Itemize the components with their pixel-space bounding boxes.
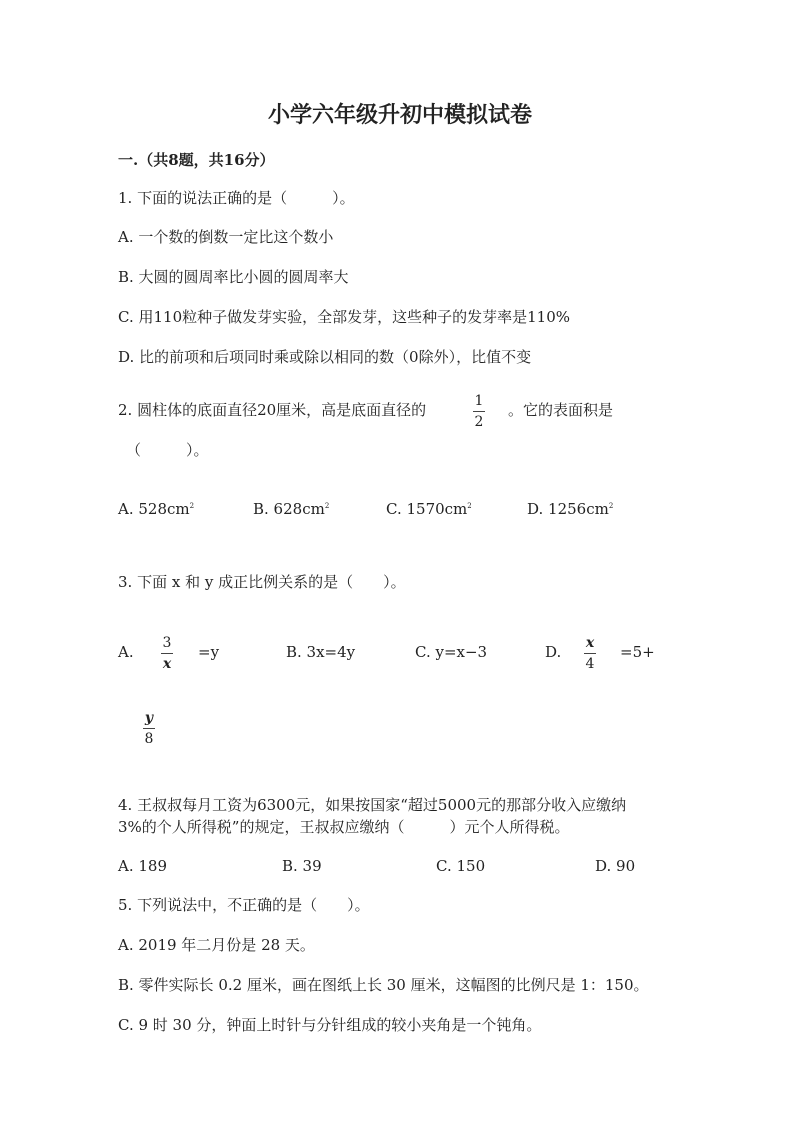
fraction-bar [473, 411, 485, 412]
q4-option-b: B. 39 [282, 857, 322, 875]
q3-option-a-label: A. [118, 643, 134, 661]
q3-option-d-tail: =5+ [620, 643, 655, 661]
q2-stem-part1: 2. 圆柱体的底面直径20厘米，高是底面直径的 [118, 401, 427, 419]
page-title: 小学六年级升初中模拟试卷 [267, 102, 532, 128]
q1-option-a: A. 一个数的倒数一定比这个数小 [118, 228, 334, 246]
q4-stem-line1: 4. 王叔叔每月工资为6300元，如果按国家“超过5000元的那部分收入应缴纳 [118, 796, 627, 814]
q2-stem-part2: 。它的表面积是 [508, 401, 614, 419]
q2-option-b: B. $628cm^2$ [253, 500, 330, 518]
q5-stem: 5. 下列说法中，不正确的是（ ）。 [118, 896, 370, 914]
q2-option-a: A. $528cm^2$ [118, 500, 195, 518]
section-heading: 一.（共8题，共16分） [118, 151, 275, 169]
q1-option-c: C. 用110粒种子做发芽实验，全部发芽，这些种子的发芽率是110% [118, 308, 570, 326]
q3-stem: 3. 下面 x 和 y 成正比例关系的是（ ）。 [118, 573, 406, 591]
q5-option-c: C. 9 时 30 分，钟面上时针与分针组成的较小夹角是一个钝角。 [118, 1016, 542, 1034]
q3-option-b: B. 3x=4y [286, 643, 356, 661]
q2-option-c: C. $1570cm^2$ [386, 500, 472, 518]
q3-option-d-label: D. [545, 643, 562, 661]
q5-option-b: B. 零件实际长 0.2 厘米，画在图纸上长 30 厘米，这幅图的比例尺是 1：150。 [118, 976, 649, 994]
q5-option-a: A. 2019 年二月份是 28 天。 [118, 936, 315, 954]
q4-option-a: A. 189 [118, 857, 167, 875]
q4-stem-line2: 3%的个人所得税”的规定，王叔叔应缴纳（ ）元个人所得税。 [118, 818, 570, 836]
q3-option-a-tail: =y [198, 643, 220, 661]
q2-option-d: D. $1256cm^2$ [527, 500, 614, 518]
q2-fraction-denominator: 2 [474, 414, 484, 430]
fraction-bar [143, 728, 155, 729]
q2-fraction [473, 393, 485, 430]
q2-fraction-numerator: 1 [474, 393, 484, 409]
q3-option-a-fraction: 3 x [162, 635, 172, 672]
q3-option-c: C. y=x−3 [415, 643, 488, 661]
q4-option-d: D. 90 [595, 857, 636, 875]
q1-option-b: B. 大圆的圆周率比小圆的圆周率大 [118, 268, 349, 286]
q2-stem-part3: （ ）。 [126, 441, 209, 459]
fraction-bar [584, 653, 596, 654]
q4-option-c: C. 150 [436, 857, 486, 875]
q1-stem: 1. 下面的说法正确的是（ ）。 [118, 189, 355, 207]
q1-option-d: D. 比的前项和后项同时乘或除以相同的数（0除外），比值不变 [118, 348, 532, 366]
q3-option-d-fraction: x 4 [585, 635, 595, 672]
q3-option-d-fraction-2: y 8 [144, 710, 154, 747]
fraction-bar [161, 653, 173, 654]
